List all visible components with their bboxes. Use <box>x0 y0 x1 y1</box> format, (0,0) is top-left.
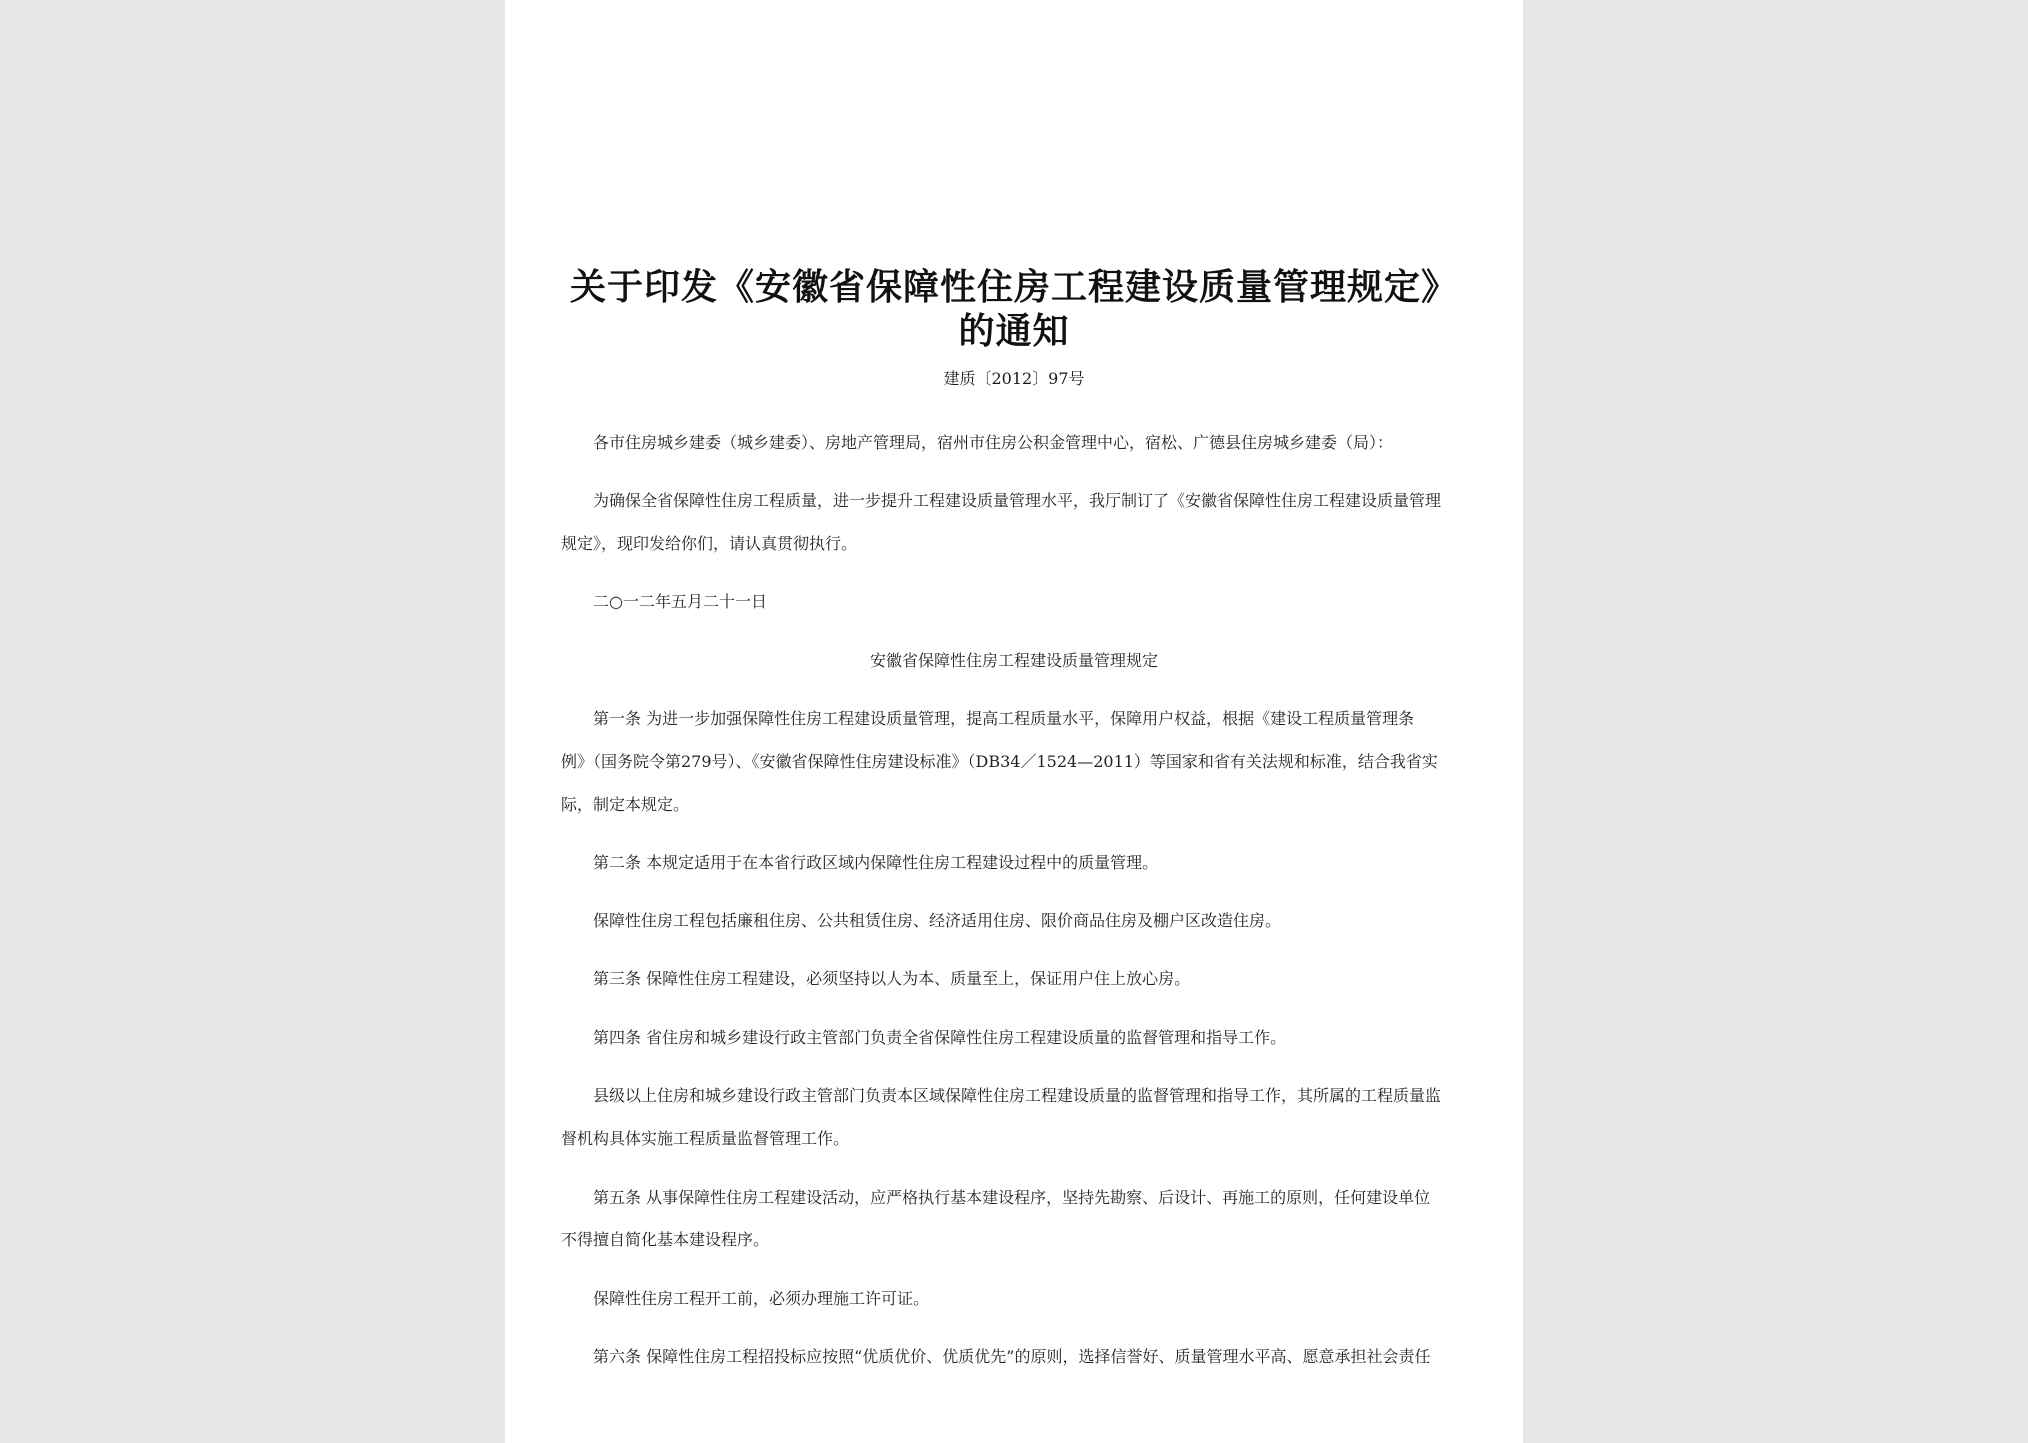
article-1-line-1: 第一条 为进一步加强保障性住房工程建设质量管理，提高工程质量水平，保障用户权益，根据《建设工程质量管理条 <box>593 709 1415 728</box>
document-title-line-1: 关于印发《安徽省保障性住房工程建设质量管理规定》 <box>569 266 1458 308</box>
intro-line-1: 为确保全省保障性住房工程质量，进一步提升工程建设质量管理水平，我厅制订了《安徽省保障性住房工程建设质量管理 <box>593 491 1442 510</box>
article-2-line-2: 保障性住房工程包括廉租住房、公共租赁住房、经济适用住房、限价商品住房及棚户区改造住房。 <box>593 911 1282 930</box>
document-page <box>505 0 1523 1443</box>
article-4-line-2: 县级以上住房和城乡建设行政主管部门负责本区域保障性住房工程建设质量的监督管理和指导工作，其所属的工程质量监 <box>593 1086 1442 1105</box>
article-5-line-2: 不得擅自简化基本建设程序。 <box>561 1230 770 1249</box>
article-2-line-1: 第二条 本规定适用于在本省行政区域内保障性住房工程建设过程中的质量管理。 <box>593 853 1159 872</box>
article-5-line-3: 保障性住房工程开工前，必须办理施工许可证。 <box>593 1289 930 1308</box>
article-5-line-1: 第五条 从事保障性住房工程建设活动，应严格执行基本建设程序，坚持先勘察、后设计、再施工的原则，任何建设单位 <box>593 1188 1431 1207</box>
document-number: 建质〔2012〕97号 <box>943 369 1085 388</box>
document-title-line-2: 的通知 <box>958 310 1070 352</box>
article-1-line-2: 例》（国务院令第279号）、《安徽省保障性住房建设标准》（DB34／1524—2011）等国家和省有关法规和标准，结合我省实 <box>561 752 1438 771</box>
article-4-line-3: 督机构具体实施工程质量监督管理工作。 <box>561 1129 850 1148</box>
article-4-line-1: 第四条 省住房和城乡建设行政主管部门负责全省保障性住房工程建设质量的监督管理和指导工作。 <box>593 1028 1287 1047</box>
issue-date: 二○一二年五月二十一日 <box>593 592 767 611</box>
article-1-line-3: 际，制定本规定。 <box>561 795 690 814</box>
addressee-line: 各市住房城乡建委（城乡建委）、房地产管理局，宿州市住房公积金管理中心，宿松、广德县住房城乡建委（局）： <box>593 433 1394 452</box>
article-6-line-1: 第六条 保障性住房工程招投标应按照“优质优价、优质优先”的原则，选择信誉好、质量管理水平高、愿意承担社会责任 <box>593 1347 1431 1366</box>
regulation-title: 安徽省保障性住房工程建设质量管理规定 <box>869 651 1158 670</box>
article-3-line-1: 第三条 保障性住房工程建设，必须坚持以人为本、质量至上，保证用户住上放心房。 <box>593 969 1191 988</box>
intro-line-2: 规定》，现印发给你们，请认真贯彻执行。 <box>561 534 858 553</box>
